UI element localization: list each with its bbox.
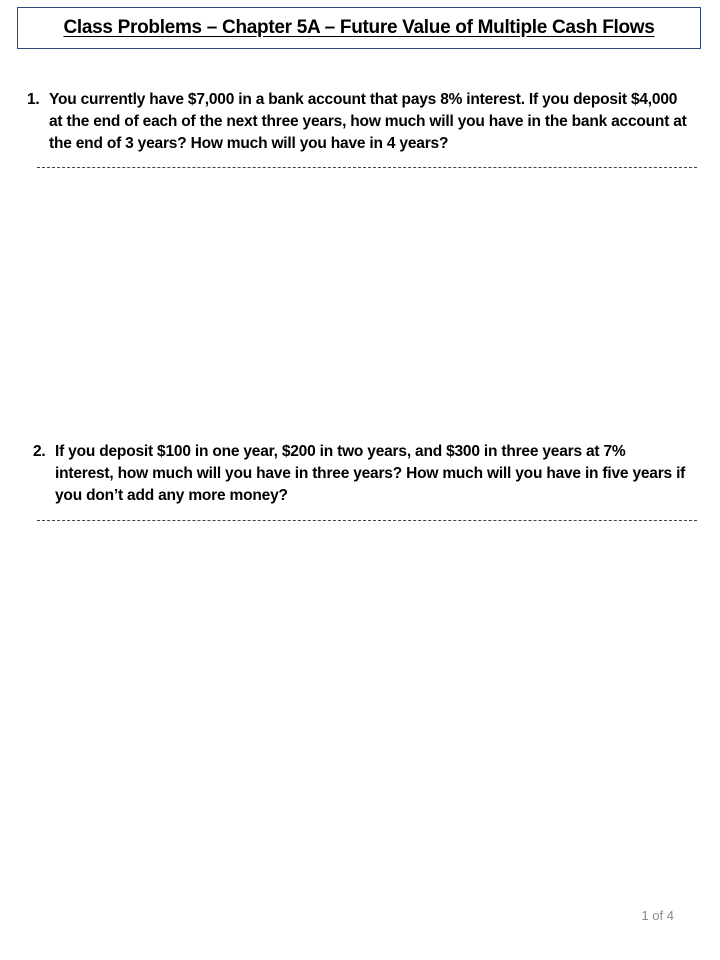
problem-2 — [33, 441, 687, 507]
problem-2-number: 2. — [33, 443, 46, 460]
problem-2-text: If you deposit $100 in one year, $200 in two years, and $300 in three years at 7% interest, how much will you have in three years? How much will you have in five years if you don’t add any more money? — [55, 443, 686, 504]
problem-1 — [27, 89, 687, 155]
problem-1-text: You currently have $7,000 in a bank account that pays 8% interest. If you deposit $4,000 at the end of each of the next three years, how much will you have in the bank account at the end of 3 years? How much will you have in 4 years? — [49, 91, 687, 152]
page-number: 1 of 4 — [641, 908, 674, 923]
problem-1-number: 1. — [27, 91, 40, 108]
title-box — [17, 7, 701, 49]
page-title: Class Problems – Chapter 5A – Future Value of Multiple Cash Flows — [63, 17, 655, 38]
answer-divider-1 — [37, 167, 697, 168]
answer-divider-2 — [37, 520, 697, 521]
